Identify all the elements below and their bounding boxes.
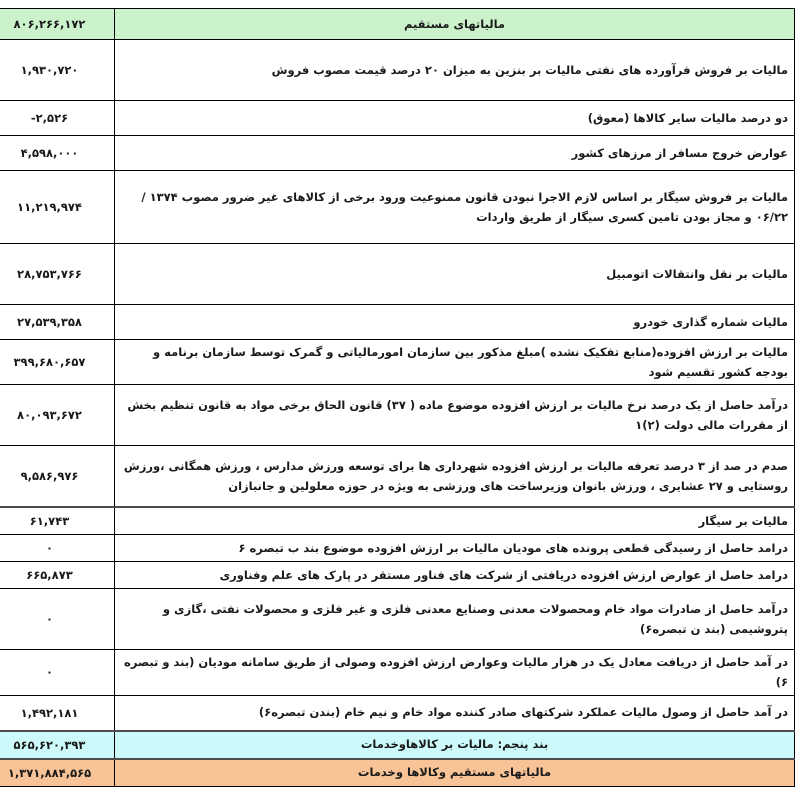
table-row — [0, 40, 795, 101]
row-value: ۲۷,۵۳۹,۳۵۸ — [0, 305, 115, 340]
row-label: درآمد حاصل از صادرات مواد خام ومحصولات معدنی وصنایع معدنی فلزی و غیر فلزی و محصولات نفتی ،گازی و پتروشیمی (بند ن تبصره۶) — [115, 589, 795, 650]
row-label: دو درصد مالیات سایر کالاها (معوق) — [115, 101, 795, 136]
row-value: ۱,۹۳۰,۷۲۰ — [0, 40, 115, 101]
table-row — [0, 507, 795, 535]
row-label: مالیاتهای مستقیم وکالاها وخدمات — [115, 759, 795, 787]
table-row — [0, 136, 795, 171]
table-row — [0, 9, 795, 40]
row-value: -۲,۵۲۶ — [0, 101, 115, 136]
row-value: ۱,۴۹۲,۱۸۱ — [0, 695, 115, 731]
row-value: ۳۹۹,۶۸۰,۶۵۷ — [0, 340, 115, 385]
row-label: مالیاتهای مستقیم — [115, 9, 795, 40]
row-label: بند پنجم: مالیات بر کالاهاوخدمات — [115, 731, 795, 759]
table-row — [0, 650, 795, 695]
row-value: ۱,۳۷۱,۸۸۴,۵۶۵ — [0, 759, 115, 787]
row-value: ۶۱,۷۴۳ — [0, 507, 115, 535]
row-value: ۲۸,۷۵۳,۷۶۶ — [0, 244, 115, 305]
row-label: درامد حاصل از عوارض ارزش افزوده دریافتی از شرکت های فناور مستقر در پارک های علم وفناوری — [115, 562, 795, 589]
table-row — [0, 101, 795, 136]
table-row — [0, 589, 795, 650]
row-label: مالیات شماره گذاری خودرو — [115, 305, 795, 340]
row-label: عوارض خروج مسافر از مرزهای کشور — [115, 136, 795, 171]
table-row — [0, 535, 795, 562]
row-value: ۸۰۶,۲۶۶,۱۷۲ — [0, 9, 115, 40]
row-value: ۰ — [0, 535, 115, 562]
row-label: مالیات بر نقل وانتقالات اتومبیل — [115, 244, 795, 305]
row-value: ۴,۵۹۸,۰۰۰ — [0, 136, 115, 171]
table-row — [0, 695, 795, 731]
row-label: درامد حاصل از رسیدگی قطعی پرونده های مودیان مالیات بر ارزش افزوده موضوع بند ب تبصره ۶ — [115, 535, 795, 562]
row-label: مالیات بر ارزش افزوده(منابع تفکیک نشده )مبلغ مذکور بین سازمان امورمالیاتی و گمرک توسط سازمان برنامه و بودجه کشور تقسیم شود — [115, 340, 795, 385]
table-row — [0, 759, 795, 787]
table-row — [0, 385, 795, 446]
row-value: ۰ — [0, 650, 115, 695]
table-row — [0, 731, 795, 759]
row-label: صدم در صد از ۳ درصد تعرفه مالیات بر ارزش افزوده شهرداری ها برای توسعه ورزش مدارس ، ورزش همگانی ،ورزش روستایی و ۲۷ عشایری ، ورزش بانوان وزیرساخت های ورزشی به ویژه در حوزه معلولین و جانبازان — [115, 446, 795, 508]
row-label: مالیات بر سیگار — [115, 507, 795, 535]
row-label: در آمد حاصل از دریافت معادل یک در هزار مالیات وعوارض ارزش افزوده وصولی از طریق سامانه مودیان (بند و تبصره ۶) — [115, 650, 795, 695]
row-value: ۸۰,۰۹۳,۶۷۲ — [0, 385, 115, 446]
table-row — [0, 305, 795, 340]
row-value: ۵۶۵,۶۲۰,۳۹۳ — [0, 731, 115, 759]
table-row — [0, 244, 795, 305]
row-value: ۰ — [0, 589, 115, 650]
row-value: ۶۶۵,۸۷۳ — [0, 562, 115, 589]
tax-revenue-table — [0, 8, 795, 787]
table-row — [0, 446, 795, 508]
table-row — [0, 171, 795, 244]
table-row — [0, 562, 795, 589]
table-row — [0, 340, 795, 385]
row-value: ۱۱,۲۱۹,۹۷۴ — [0, 171, 115, 244]
row-label: مالیات بر فروش فرآورده های نفتی مالیات بر بنزین به میزان ۲۰ درصد قیمت مصوب فروش — [115, 40, 795, 101]
table-body — [0, 9, 795, 787]
row-label: در آمد حاصل از وصول مالیات عملکرد شرکتهای صادر کننده مواد خام و نیم خام (بندن تبصره۶) — [115, 695, 795, 731]
row-label: مالیات بر فروش سیگار بر اساس لازم الاجرا نبودن قانون ممنوعیت ورود برخی از کالاهای غیر ضرور مصوب ۱۳۷۴ /۰۶/۲۲ و مجاز بودن تامین کسری سیگار از طریق واردات — [115, 171, 795, 244]
row-value: ۹,۵۸۶,۹۷۶ — [0, 446, 115, 508]
row-label: درآمد حاصل از یک درصد نرخ مالیات بر ارزش افزوده موضوع ماده ( ۳۷) قانون الحاق برخی مواد به قانون تنظیم بخش از مقررات مالی دولت (۲)۱ — [115, 385, 795, 446]
